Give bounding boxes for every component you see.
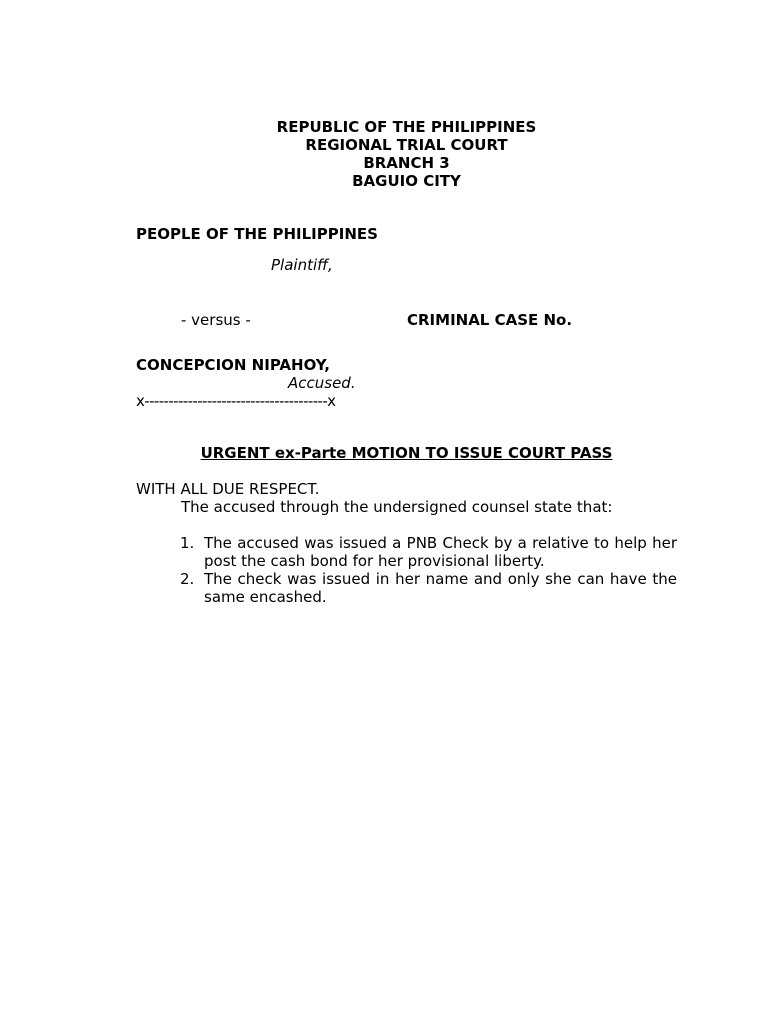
versus-label: - versus - (181, 311, 251, 329)
accused-role: Accused. (288, 374, 356, 392)
list-item (136, 570, 677, 606)
list-item-number: 1. (180, 534, 195, 552)
salutation: WITH ALL DUE RESPECT. (136, 480, 320, 498)
plaintiff-role: Plaintiff, (271, 256, 333, 274)
caption-separator: x--------------------------------------x (136, 392, 336, 410)
motion-title: URGENT ex-Parte MOTION TO ISSUE COURT PASS (200, 444, 613, 462)
allegations-list (136, 534, 677, 606)
list-item-number: 2. (180, 570, 195, 588)
court-header (136, 118, 677, 190)
motion-body (136, 480, 677, 606)
accused-name: CONCEPCION NIPAHOY, (136, 356, 330, 374)
court-header-branch: BRANCH 3 (363, 154, 450, 172)
intro-paragraph: The accused through the undersigned counsel state that: (181, 498, 613, 516)
list-item-text: The check was issued in her name and only she can have the same encashed. (204, 570, 677, 606)
court-header-city: BAGUIO CITY (352, 172, 461, 190)
list-item (136, 534, 677, 570)
plaintiff-name: PEOPLE OF THE PHILIPPINES (136, 225, 378, 243)
court-header-court: REGIONAL TRIAL COURT (305, 136, 508, 154)
court-header-republic: REPUBLIC OF THE PHILIPPINES (276, 118, 537, 136)
case-number-label: CRIMINAL CASE No. (407, 311, 573, 329)
list-item-text: The accused was issued a PNB Check by a relative to help her post the cash bond for her provisional liberty. (204, 534, 677, 570)
